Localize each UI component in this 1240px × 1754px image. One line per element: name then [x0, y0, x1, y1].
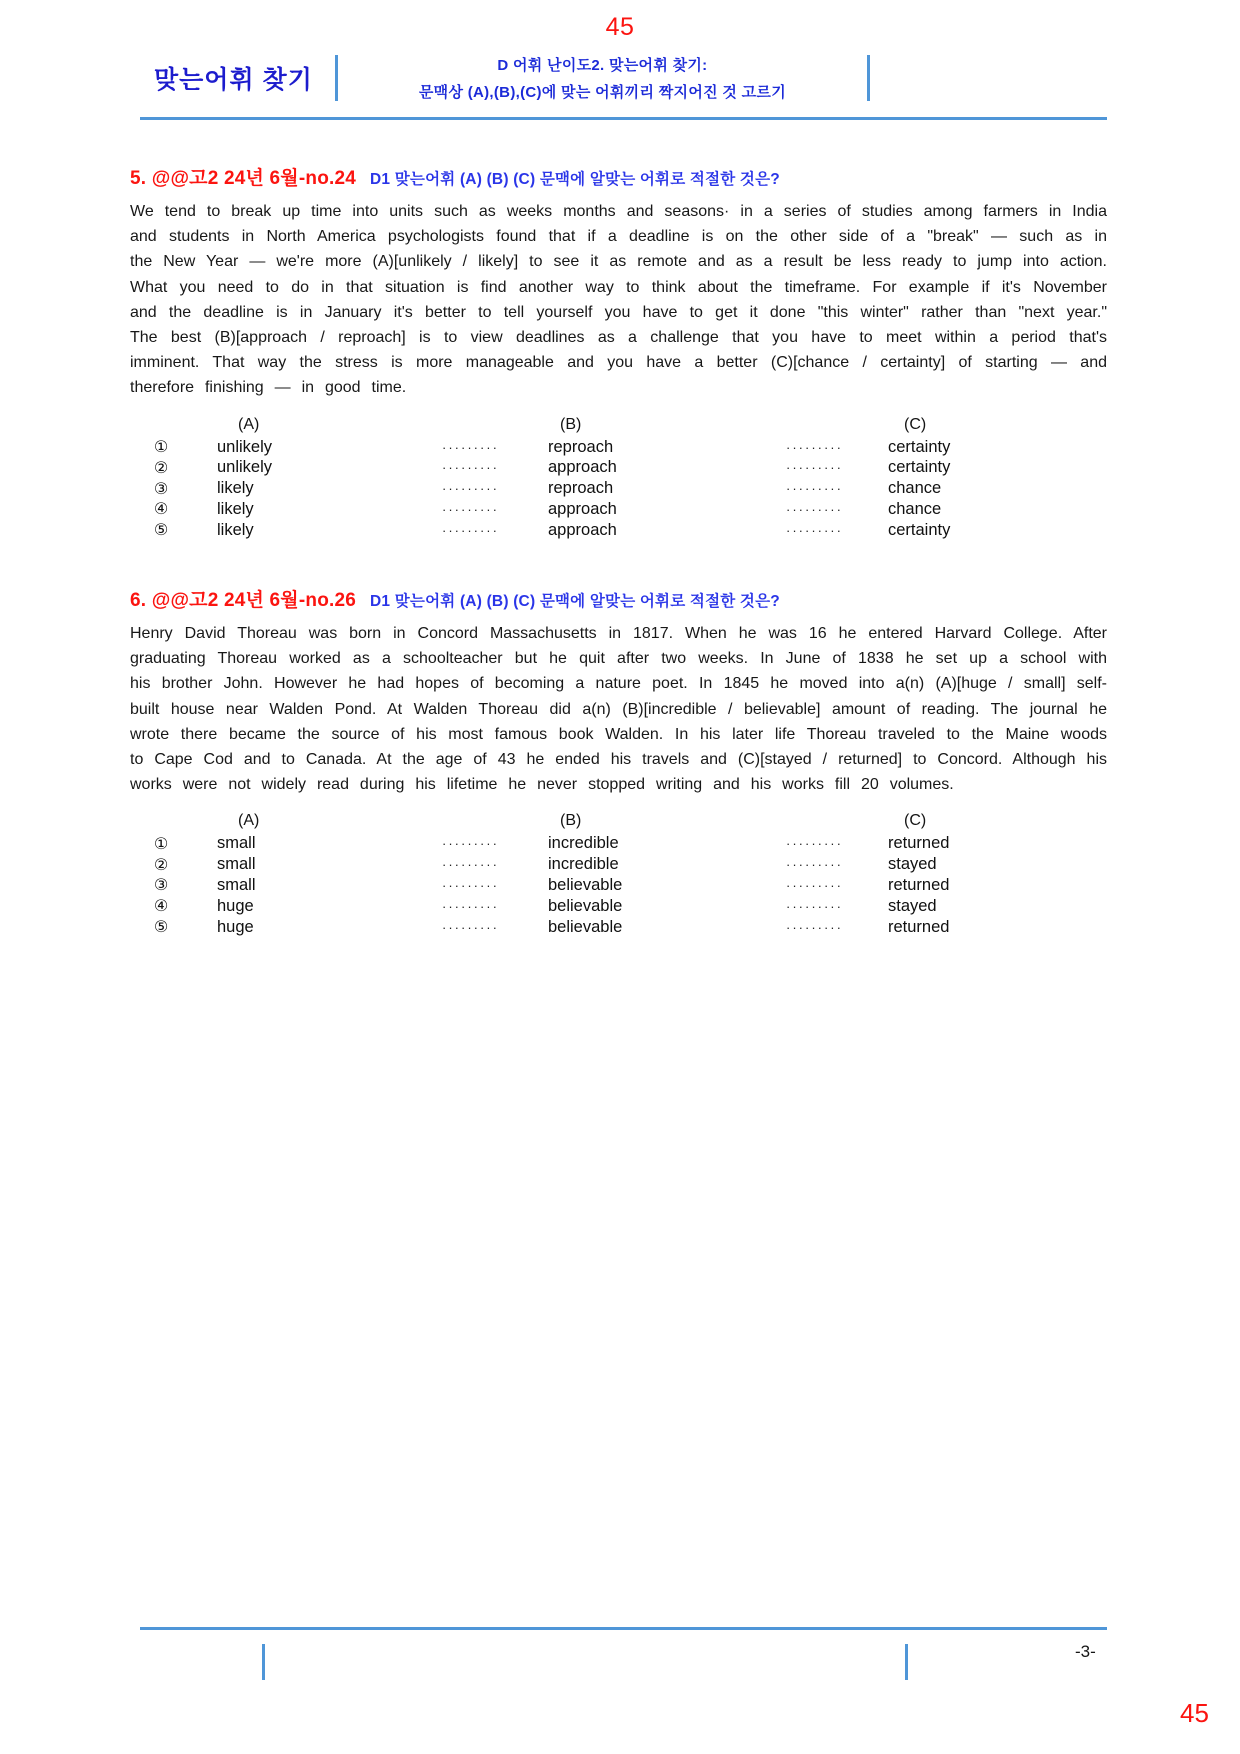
option-word-b: reproach: [548, 479, 614, 498]
option-number: ①: [153, 835, 169, 853]
dots-separator: ·········: [786, 460, 843, 476]
option-word-b: believable: [548, 917, 623, 936]
option-row-2: [130, 457, 1107, 478]
page-number-top: 45: [605, 13, 635, 41]
header-description-line2: 문맥상 (A),(B),(C)에 맞는 어휘끼리 짝지어진 것 고르기: [418, 84, 786, 101]
dots-separator: ·········: [442, 877, 499, 893]
option-word-c: certainty: [888, 458, 951, 477]
option-word-a: huge: [217, 896, 254, 915]
option-word-b: approach: [548, 458, 617, 477]
option-number: ④: [153, 898, 169, 916]
option-word-c: certainty: [888, 437, 951, 456]
option-word-a: small: [217, 834, 256, 853]
option-word-b: approach: [548, 499, 617, 518]
option-number: ③: [153, 877, 169, 895]
column-header-b: (B): [560, 415, 582, 433]
option-row-3: [130, 478, 1107, 499]
header-description-line1: D 어휘 난이도2. 맞는어휘 찾기:: [497, 57, 708, 74]
dots-separator: ·········: [442, 836, 499, 852]
option-word-c: chance: [888, 499, 942, 518]
dots-separator: ·········: [442, 460, 499, 476]
option-word-c: returned: [888, 917, 950, 936]
column-header-c: (C): [904, 812, 927, 830]
column-header-b: (B): [560, 812, 582, 830]
options-column-headers: [130, 413, 1107, 437]
dots-separator: ·········: [786, 836, 843, 852]
dots-separator: ·········: [786, 898, 843, 914]
option-word-b: incredible: [548, 834, 619, 853]
footer-divider-bar-left: [262, 1644, 265, 1680]
option-number: ②: [153, 459, 169, 477]
option-word-a: likely: [217, 479, 254, 498]
dots-separator: ·········: [442, 898, 499, 914]
option-row-4: [130, 499, 1107, 520]
column-header-c: (C): [904, 415, 927, 433]
question-6: [130, 585, 1107, 937]
question-5: [130, 163, 1107, 541]
option-number: ④: [153, 501, 169, 519]
option-number: ③: [153, 480, 169, 498]
dots-separator: ·········: [786, 481, 843, 497]
question-5-direction: D1 맞는어휘 (A) (B) (C) 문맥에 알맞는 어휘로 적절한 것은?: [370, 171, 780, 188]
option-row-1: [130, 833, 1107, 854]
header-description: [338, 54, 867, 102]
option-number: ⑤: [153, 919, 169, 936]
header-rule: [140, 117, 1107, 120]
page-number-bottom: 45: [1180, 1698, 1209, 1728]
dots-separator: ·········: [442, 522, 499, 538]
dots-separator: ·········: [786, 439, 843, 455]
option-word-a: likely: [217, 520, 254, 539]
header-divider-bar-right: [867, 55, 870, 101]
question-5-id: 5. @@고2 24년 6월-no.24: [130, 168, 357, 189]
dots-separator: ·········: [442, 481, 499, 497]
option-number: ⑤: [153, 522, 169, 540]
dots-separator: ·········: [786, 501, 843, 517]
footer-divider-bar-right: [905, 1644, 908, 1680]
option-word-c: returned: [888, 834, 950, 853]
option-word-a: unlikely: [217, 437, 273, 456]
dots-separator: ·········: [442, 857, 499, 873]
dots-separator: ·········: [442, 501, 499, 517]
question-6-passage: Henry David Thoreau was born in Concord Massachusetts in 1817. When he was 16 he entered Harvard College. After graduating Thoreau worked as a schoolteacher but he quit after two weeks. In June of 1838 he set up a school with his brother John. However he had hopes of becoming a nature poet. In 1845 he moved into a(n) (A)[huge / small] self-built house near Walden Pond. At Walden Thoreau did a(n) (B)[incredible / believable] amount of reading. The journal he wrote there became the source of his most famous book Walden. In his later life Thoreau traveled to the Maine woods to Cape Cod and to Canada. At the age of 43 he ended his travels and (C)[stayed / returned] to Concord. Although his works were not widely read during his lifetime he never stopped writing and his works fill 20 volumes.: [130, 625, 1107, 794]
option-word-b: approach: [548, 520, 617, 539]
option-number: ②: [153, 856, 169, 874]
option-word-b: reproach: [548, 437, 614, 456]
dots-separator: ·········: [442, 919, 499, 935]
option-word-a: huge: [217, 917, 254, 936]
dots-separator: ·········: [442, 439, 499, 455]
option-word-a: likely: [217, 499, 254, 518]
dots-separator: ·········: [786, 522, 843, 538]
column-header-a: (A): [238, 812, 260, 830]
page-number-footer: -3-: [1075, 1642, 1096, 1661]
option-word-c: stayed: [888, 855, 937, 874]
question-6-id: 6. @@고2 24년 6월-no.26: [130, 590, 357, 611]
option-word-b: believable: [548, 875, 623, 894]
option-row-5: [130, 917, 1107, 938]
question-6-heading: [130, 585, 1107, 612]
question-5-heading: [130, 163, 1107, 190]
option-word-b: incredible: [548, 855, 619, 874]
option-number: ①: [153, 439, 169, 457]
option-row-1: [130, 437, 1107, 458]
option-row-5: [130, 520, 1107, 541]
footer-rule: [140, 1627, 1107, 1630]
option-word-c: chance: [888, 479, 942, 498]
option-word-a: small: [217, 875, 256, 894]
option-word-c: stayed: [888, 896, 937, 915]
option-row-3: [130, 875, 1107, 896]
dots-separator: ·········: [786, 877, 843, 893]
question-6-direction: D1 맞는어휘 (A) (B) (C) 문맥에 알맞는 어휘로 적절한 것은?: [370, 593, 780, 610]
header: [140, 54, 870, 102]
question-5-passage: We tend to break up time into units such as weeks months and seasons· in a series of studies among farmers in India and students in North America psychologists found that if a deadline is on the other side of a "break" — such as in the New Year — we're more (A)[unlikely / likely] to see it as remote and as a result be less ready to jump into action. What you need to do in that situation is find another way to think about the timeframe. For example if it's November and the deadline is in January it's better to tell yourself you have to get it done "this winter" rather than "next year." The best (B)[approach / reproach] is to view deadlines as a challenge that you have to meet within a period that's imminent. That way the stress is more manageable and you have a better (C)[chance / certainty] of starting — and therefore finishing — in good time.: [130, 203, 1107, 397]
dots-separator: ·········: [786, 919, 843, 935]
worksheet-title: 맞는어휘 찾기: [154, 66, 313, 94]
option-word-c: returned: [888, 875, 950, 894]
option-word-b: believable: [548, 896, 623, 915]
column-header-a: (A): [238, 415, 260, 433]
option-row-2: [130, 854, 1107, 875]
dots-separator: ·········: [786, 857, 843, 873]
question-5-options-table: [130, 413, 1107, 541]
option-row-4: [130, 896, 1107, 917]
option-word-c: certainty: [888, 520, 951, 539]
question-6-options-table: [130, 809, 1107, 937]
option-word-a: small: [217, 855, 256, 874]
option-word-a: unlikely: [217, 458, 273, 477]
options-column-headers: [130, 809, 1107, 833]
